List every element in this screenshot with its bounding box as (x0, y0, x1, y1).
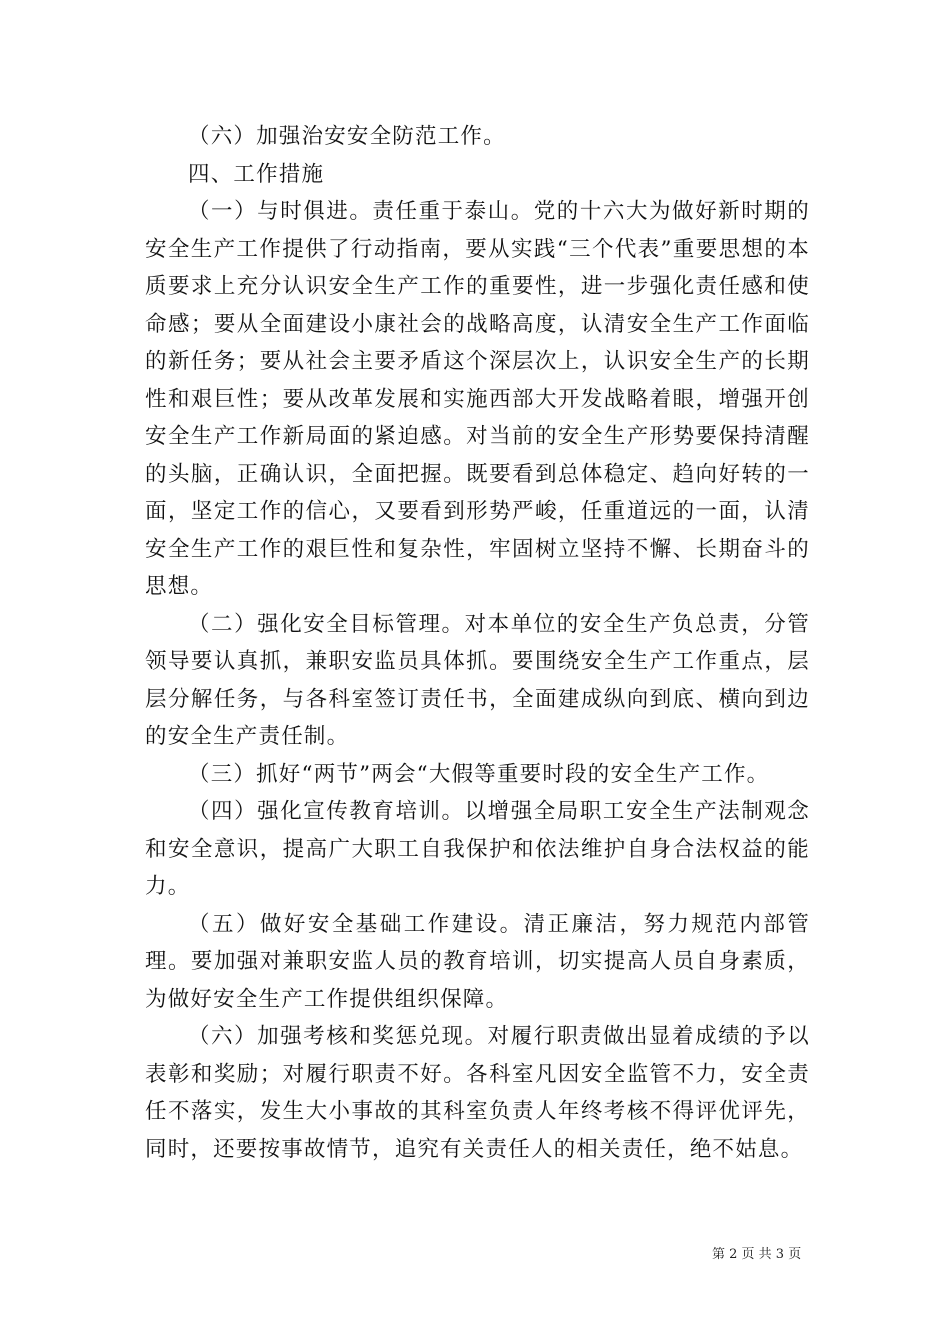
page-number: 第 2 页 共 3 页 (712, 1247, 802, 1262)
paragraph-assessment-rewards: （六）加强考核和奖惩兑现。对履行职责做出显着成绩的予以表彰和奖励；对履行职责不好。各科室凡因安全监管不力，安全责任不落实，发生大小事故的其科室负责人年终考核不得评优评先，同时，还要按事故情节，追究有关责任人的相关责任，绝不姑息。 (145, 1024, 810, 1162)
paragraph-security-prevention: （六）加强治安安全防范工作。 (188, 124, 506, 149)
paragraph-holiday-periods: （三）抓好“两节”两会“大假等重要时段的安全生产工作。 (188, 761, 770, 787)
paragraph-target-management: （二）强化安全目标管理。对本单位的安全生产负总责，分管领导要认真抓，兼职安监员具体抓。要围绕安全生产工作重点，层层分解任务，与各科室签订责任书，全面建成纵向到底、横向到边的安全生产责任制。 (145, 611, 810, 749)
document-body (145, 118, 810, 1168)
paragraph-education-training: （四）强化宣传教育培训。以增强全局职工安全生产法制观念和安全意识，提高广大职工自我保护和依法维护自身合法权益的能力。 (145, 799, 810, 899)
paragraph-keep-pace: （一）与时俱进。责任重于泰山。党的十六大为做好新时期的安全生产工作提供了行动指南，要从实践“三个代表”重要思想的本质要求上充分认识安全生产工作的重要性，进一步强化责任感和使命感；要从全面建设小康社会的战略高度，认清安全生产工作面临的新任务；要从社会主要矛盾这个深层次上，认识安全生产的长期性和艰巨性；要从改革发展和实施西部大开发战略着眼，增强开创安全生产工作新局面的紧迫感。对当前的安全生产形势要保持清醒的头脑，正确认识，全面把握。既要看到总体稳定、趋向好转的一面，坚定工作的信心，又要看到形势严峻，任重道远的一面，认清安全生产工作的艰巨性和复杂性，牢固树立坚持不懈、长期奋斗的思想。 (145, 199, 810, 599)
section-heading-work-measures: 四、工作措施 (188, 161, 325, 187)
paragraph-basic-work: （五）做好安全基础工作建设。清正廉洁，努力规范内部管理。要加强对兼职安监人员的教育培训，切实提高人员自身素质，为做好安全生产工作提供组织保障。 (145, 911, 810, 1012)
